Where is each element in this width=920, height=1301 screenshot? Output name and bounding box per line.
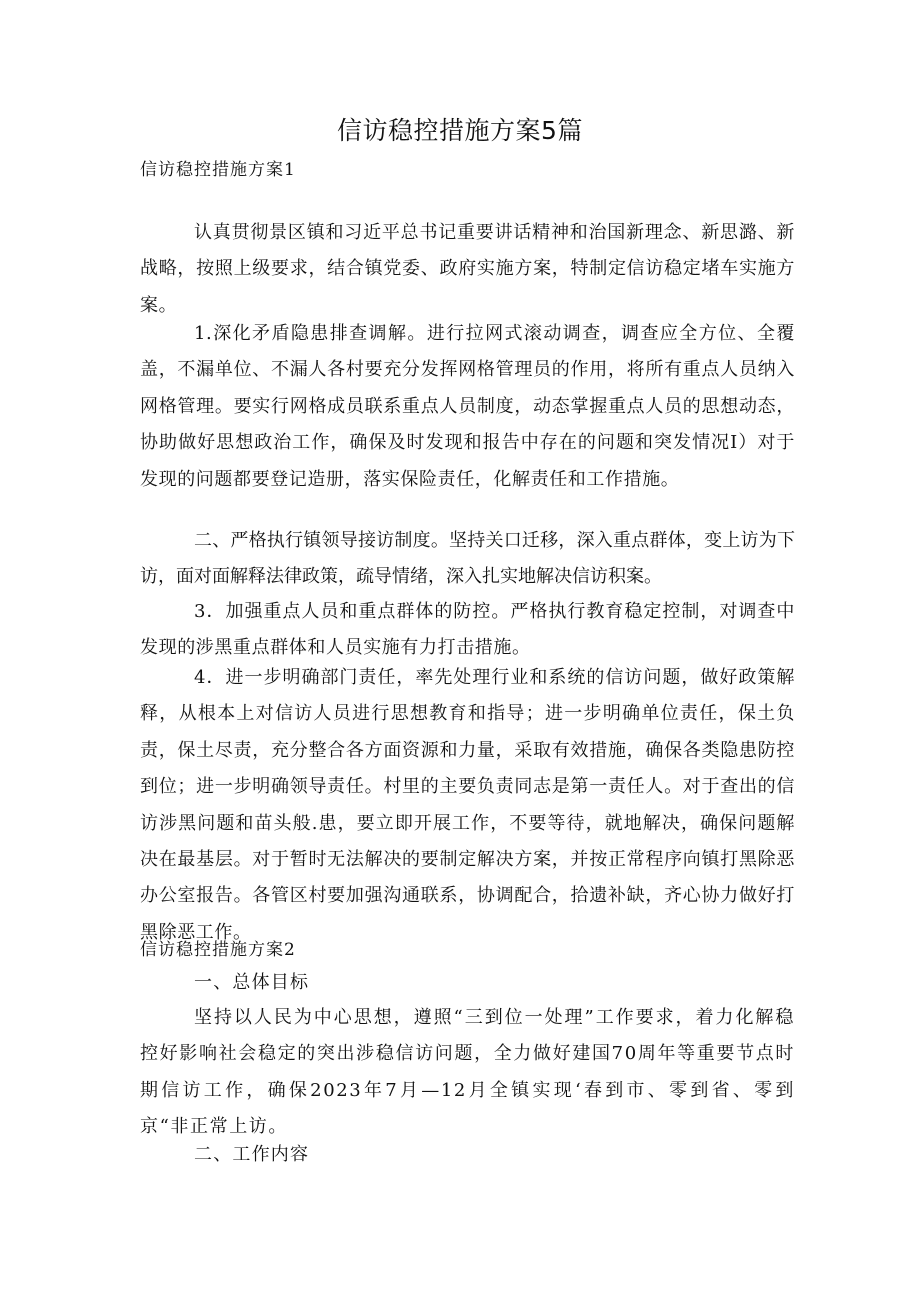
paragraph-goal: 坚持以人民为中心思想，遵照“三到位一处理”工作要求，着力化解稳控好影响社会稳定的突出涉稳信访问题，全力做好建国70周年等重要节点时期信访工作，确保2023年7月—12月全镇实现‘春到市、零到省、零到京“非正常上访。 — [140, 1007, 795, 1138]
paragraph-intro: 认真贯彻景区镇和习近平总书记重要讲话精神和治国新理念、新思潞、新战略，按照上级要求，结合镇党委、政府实施方案，特制定信访稳定堵车实施方案。 — [140, 222, 795, 316]
subheading-overall-goal: 一、总体目标 — [194, 972, 310, 993]
paragraph-item-1: 1.深化矛盾隐患排查调解。进行拉网式滚动调查，调查应全方位、全覆盖，不漏单位、不漏人各村要充分发挥网格管理员的作用，将所有重点人员纳入网格管理。要实行网格成员联系重点人员制度，动态掌握重点人员的思想动态，协助做好思想政治工作，确保及时发现和报告中存在的问题和突发情况I）对于发现的问题都要登记造册，落实保险责任，化解责任和工作措施。 — [140, 323, 795, 490]
paragraph-item-3: 3．加强重点人员和重点群体的防控。严格执行教育稳定控制，对调查中发现的涉黑重点群体和人员实施有力打击措施。 — [140, 601, 795, 659]
document-title: 信访稳控措施方案5篇 — [337, 116, 583, 145]
section-heading-1: 信访稳控措施方案1 — [140, 160, 296, 180]
paragraph-item-2: 二、严格执行镇领导接访制度。坚持关口迁移，深入重点群体，变上访为下访，面对面解释法律政策，疏导情绪，深入扎实地解决信访积案。 — [140, 530, 795, 588]
subheading-work-content: 二、工作内容 — [194, 1144, 310, 1165]
paragraph-item-4: 4．进一步明确部门责任，率先处理行业和系统的信访问题，做好政策解释，从根本上对信访人员进行思想教育和指导；进一步明确单位责任，保土负责，保土尽责，充分整合各方面资源和力量，采取有效措施，确保各类隐患防控到位；进一步明确领导责任。村里的主要负责同志是第一责任人。对于查出的信访涉黑问题和苗头般.患，要立即开展工作，不要等待，就地解决，确保问题解决在最基层。对于暂时无法解决的要制定解决方案，并按正常程序向镇打黑除恶办公室报告。各管区村要加强沟通联系，协调配合，拾遗补缺，齐心协力做好打黑除恶工作。 — [140, 667, 795, 943]
section-heading-2: 信访稳控措施方案2 — [140, 940, 296, 960]
